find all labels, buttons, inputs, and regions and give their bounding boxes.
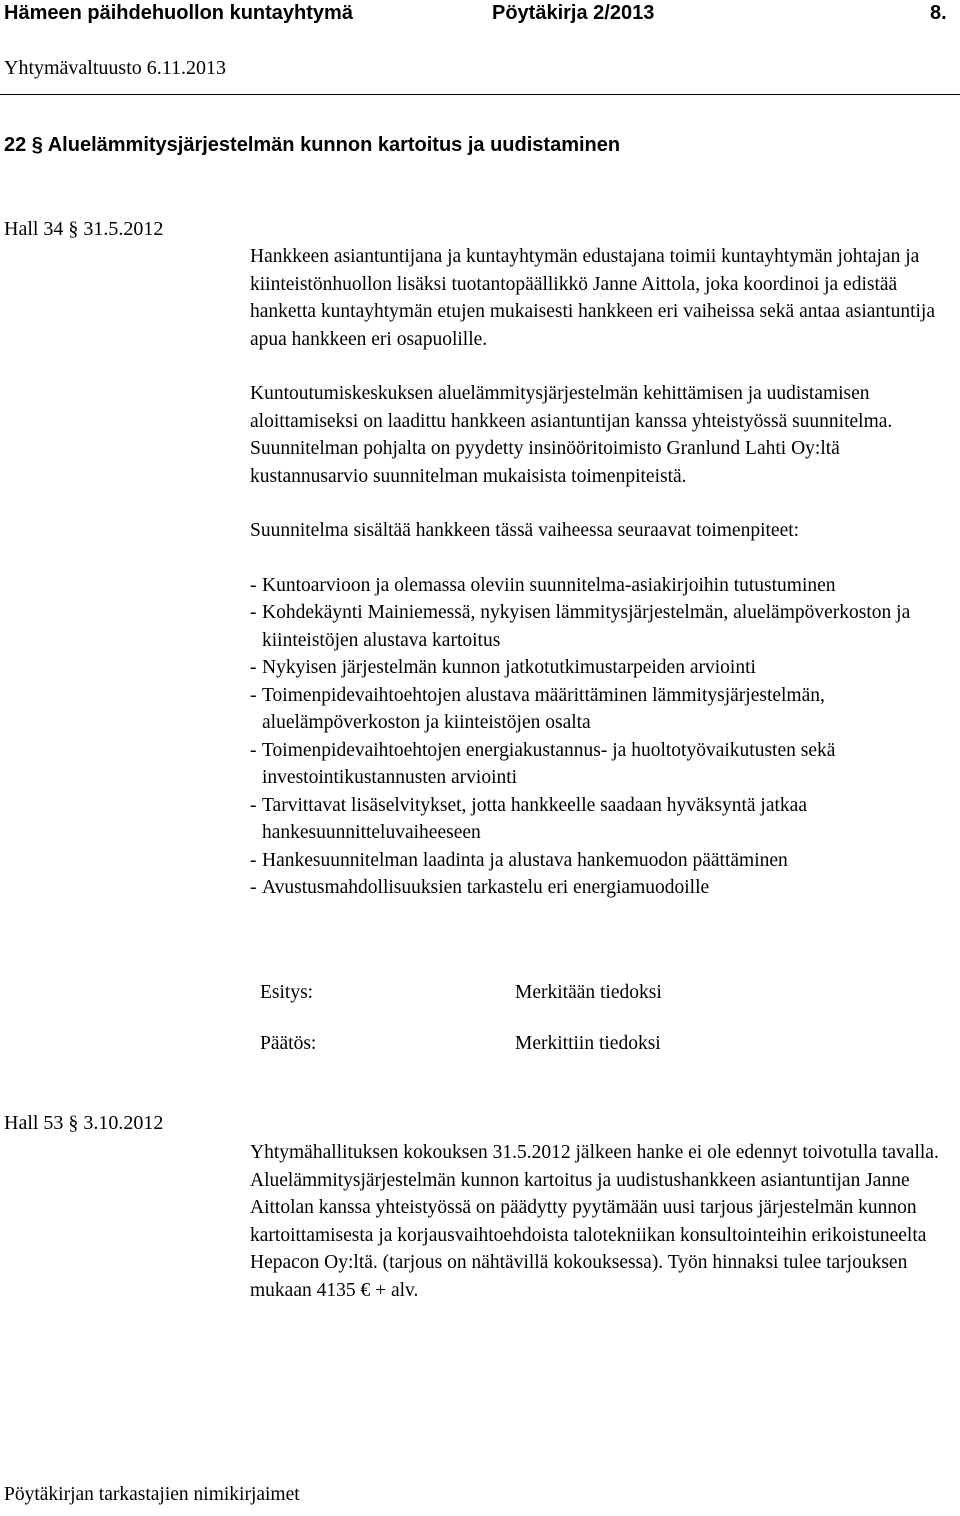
header-divider (0, 94, 960, 95)
list-item: - Hankesuunnitelman laadinta ja alustava hankemuodon päättäminen (250, 849, 788, 871)
entry1-reference: Hall 34 § 31.5.2012 (4, 218, 164, 240)
measures-list (250, 572, 940, 902)
list-item: - Kuntoarvioon ja olemassa oleviin suunnitelma-asiakirjoihin tutustuminen (250, 574, 836, 596)
header-document: Pöytäkirja 2/2013 (492, 2, 655, 24)
proposal-value: Merkitään tiedoksi (515, 982, 662, 1003)
header-meeting: Yhtymävaltuusto 6.11.2013 (4, 57, 227, 79)
entry2-paragraph-1: Yhtymähallituksen kokouksen 31.5.2012 jälkeen hanke ei ole edennyt toivotulla tavalla. Aluelämmitysjärjestelmän kunnon kartoitus ja uudistushankkeen asiantuntijan Janne Aittolan kanssa yhteistyössä on päädytty pyytämään uusi tarjous järjestelmän kunnon kartoittamisesta ja korjausvaihtoehdoista talotekniikan konsultointeihin erikoistuneelta Hepacon Oy:ltä. (tarjous on nähtävillä kokouksessa). Työn hinnaksi tulee tarjouksen mukaan 4135 € + alv. (250, 1142, 939, 1301)
list-item: - Kohdekäynti Mainiemessä, nykyisen lämmitysjärjestelmän, aluelämpöverkoston ja kiinteistöjen alustava kartoitus (250, 602, 911, 651)
list-item: - Tarvittavat lisäselvitykset, jotta hankkeelle saadaan hyväksyntä jatkaa hankesuunnitteluvaiheeseen (250, 794, 807, 843)
section-title: 22 § Aluelämmitysjärjestelmän kunnon kartoitus ja uudistaminen (4, 134, 621, 156)
entry1-paragraph-3: Suunnitelma sisältää hankkeen tässä vaiheessa seuraavat toimenpiteet: (250, 520, 800, 541)
footer-initials: Pöytäkirjan tarkastajien nimikirjaimet (4, 1484, 300, 1505)
entry2-body (250, 1139, 950, 1304)
entry2-reference: Hall 53 § 3.10.2012 (4, 1112, 164, 1134)
list-item: - Toimenpidevaihtoehtojen energiakustannus- ja huoltotyövaikutusten sekä investointikustannusten arviointi (250, 739, 836, 788)
list-item: - Nykyisen järjestelmän kunnon jatkotutkimustarpeiden arviointi (250, 657, 756, 678)
list-item: - Avustusmahdollisuuksien tarkastelu eri energiamuodoille (250, 877, 710, 898)
list-item: - Toimenpidevaihtoehtojen alustava määrittäminen lämmitysjärjestelmän, aluelämpöverkoston ja kiinteistöjen osalta (250, 684, 825, 733)
header-page-number: 8. (930, 2, 947, 24)
decision-label: Päätös: (260, 1033, 317, 1054)
entry1-paragraph-2: Kuntoutumiskeskuksen aluelämmitysjärjestelmän kehittämisen ja uudistamisen aloittamiseksi on laadittu hankkeen asiantuntijan kanssa yhteistyössä suunnitelma. Suunnitelman pohjalta on pyydetty insinööritoimisto Granlund Lahti Oy:ltä kustannusarvio suunnitelman mukaisista toimenpiteistä. (250, 383, 893, 487)
header-organization: Hämeen päihdehuollon kuntayhtymä (4, 2, 353, 24)
decision-value: Merkittiin tiedoksi (515, 1033, 661, 1054)
proposal-label: Esitys: (260, 982, 314, 1003)
entry1-paragraph-1: Hankkeen asiantuntijana ja kuntayhtymän edustajana toimii kuntayhtymän johtajan ja kiinteistönhuollon lisäksi tuotantopäällikkö Janne Aittola, joka koordinoi ja edistää hanketta kuntayhtymän etujen mukaisesti hankkeen eri vaiheissa sekä antaa asiantuntija apua hankkeen eri osapuolille. (250, 246, 935, 350)
entry1-body (250, 243, 950, 902)
